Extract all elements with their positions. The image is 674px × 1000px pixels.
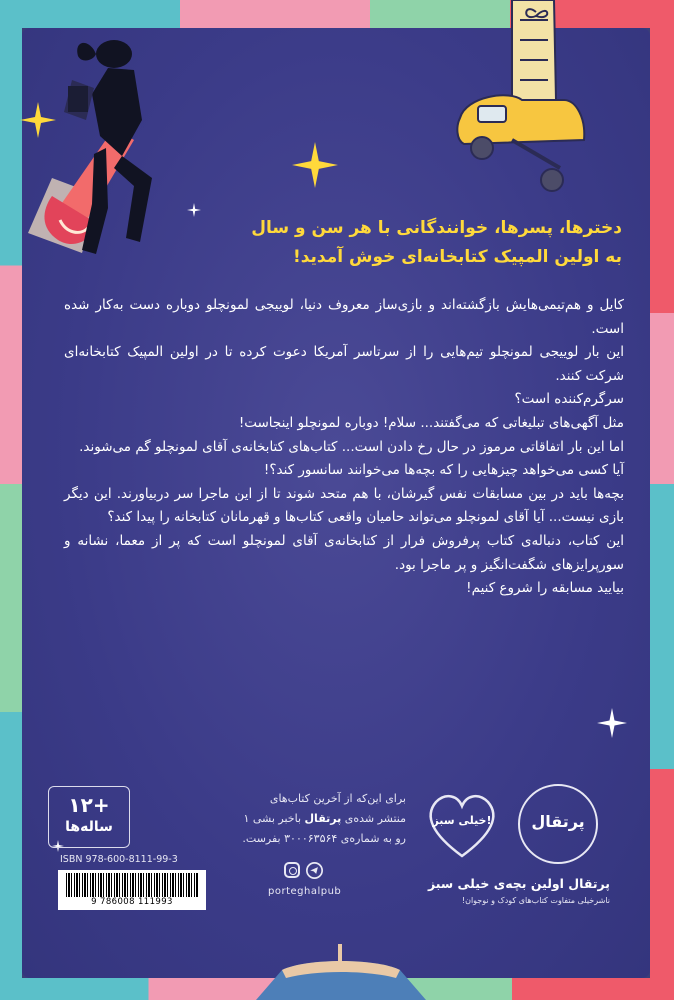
flashlight-girl-illustration (22, 28, 222, 268)
publisher-logo-text: پرتقال (531, 812, 585, 831)
sms-line-1: برای این‌که از آخرین کتاب‌های (269, 792, 406, 805)
tagline-line-2: به اولین المپیک کتابخانه‌ای خوش آمدید! (292, 247, 622, 267)
bg-tile-teal-top (0, 0, 180, 28)
sparkle-icon (597, 708, 627, 738)
barcode-number: 9 786008 111993 (91, 897, 173, 907)
shoe-car-icon (452, 0, 592, 195)
publisher-subslogan: ناشرخیلی متفاوت کتاب‌های کودک و نوجوان! (461, 896, 610, 905)
synopsis-paragraph: بیایید مسابقه را شروع کنیم! (466, 580, 624, 597)
synopsis-paragraph: آیا کسی می‌خواهد چیزهایی را که بچه‌ها می‌خوانند سانسور کند؟! (263, 462, 624, 479)
synopsis-paragraph: سرگرم‌کننده است؟ (514, 391, 624, 408)
synopsis-paragraph: این بار لوییجی لمونچلو تیم‌هایی را از سرتاسر آمریکا دعوت کرده تا در اولین المپیک کتابخانه‌ای شرکت کنند. (64, 344, 624, 384)
barcode-icon (66, 873, 198, 897)
instagram-icon[interactable] (284, 862, 300, 878)
publisher-slogan: پرتقال اولین بچه‌ی خیلی سبز (428, 876, 610, 891)
synopsis-paragraph: مثل آگهی‌های تبلیغاتی که می‌گفتند... سلام! دوباره لمونچلو اینجاست! (238, 414, 624, 431)
imprint-logo-text: خیلی سبز! (432, 814, 492, 827)
sparkle-icon (187, 203, 201, 217)
telegram-icon[interactable] (306, 862, 323, 879)
synopsis-paragraph: این کتاب، دنباله‌ی کتاب پرفروش فرار از کتابخانه‌ی آقای لمونچلو است که پر از معما، نشانه و سورپرایزهای شگفت‌انگیز و پر ماجرا بود. (64, 532, 624, 573)
bg-tile-right (650, 28, 674, 978)
sms-line-3: رو به شماره‌ی ۳۰۰۰۶۳۵۶۴ بفرست. (242, 832, 406, 845)
bg-tile-left (0, 28, 22, 978)
age-badge (48, 786, 130, 848)
tagline-line-1: دخترها، پسرها، خوانندگانی با هر سن و سال (251, 218, 622, 238)
social-handle[interactable]: porteghalpub (268, 886, 342, 897)
sparkle-icon (292, 142, 338, 188)
sms-line-2 (243, 812, 406, 825)
sms-brand: پرتقال (304, 812, 342, 825)
sparkle-icon (20, 102, 56, 138)
age-label: ساله‌ها (65, 819, 113, 835)
sms-line-2-suffix: باخبر بشی ۱ (243, 812, 302, 825)
barcode-box (58, 870, 206, 910)
isbn: ISBN 978-600-8111-99-3 (60, 854, 178, 865)
sms-line-2-prefix: منتشر شده‌ی (344, 812, 406, 825)
synopsis-paragraph: اما این بار اتفاقاتی مرموز در حال رخ دادن است... کتاب‌های کتابخانه‌ی آقای لمونچلو گم می‌شوند. (79, 438, 624, 455)
synopsis-paragraph: بچه‌ها باید در بین مسابقات نفس گیرشان، با هم متحد شوند تا از این ماجرا سر دربیاورند. این دیگر بازی نیست... آیا آقای لمونچلو می‌تواند حامیان واقعی کتاب‌ها و قهرمانان کتابخانه را پیدا کند؟ (64, 485, 624, 526)
orange-logo-icon (518, 784, 598, 864)
heart-logo-icon (424, 786, 500, 862)
synopsis (64, 294, 624, 601)
bg-tile-pink-top (180, 0, 370, 28)
age-number: +۱۲ (68, 793, 110, 817)
lamp-icon (246, 944, 436, 1000)
synopsis-paragraph: کایل و هم‌تیمی‌هایش بازگشته‌اند و بازی‌ساز معروف دنیا، لوییجی لمونچلو دوباره دست به‌کار شده است. (64, 297, 624, 337)
